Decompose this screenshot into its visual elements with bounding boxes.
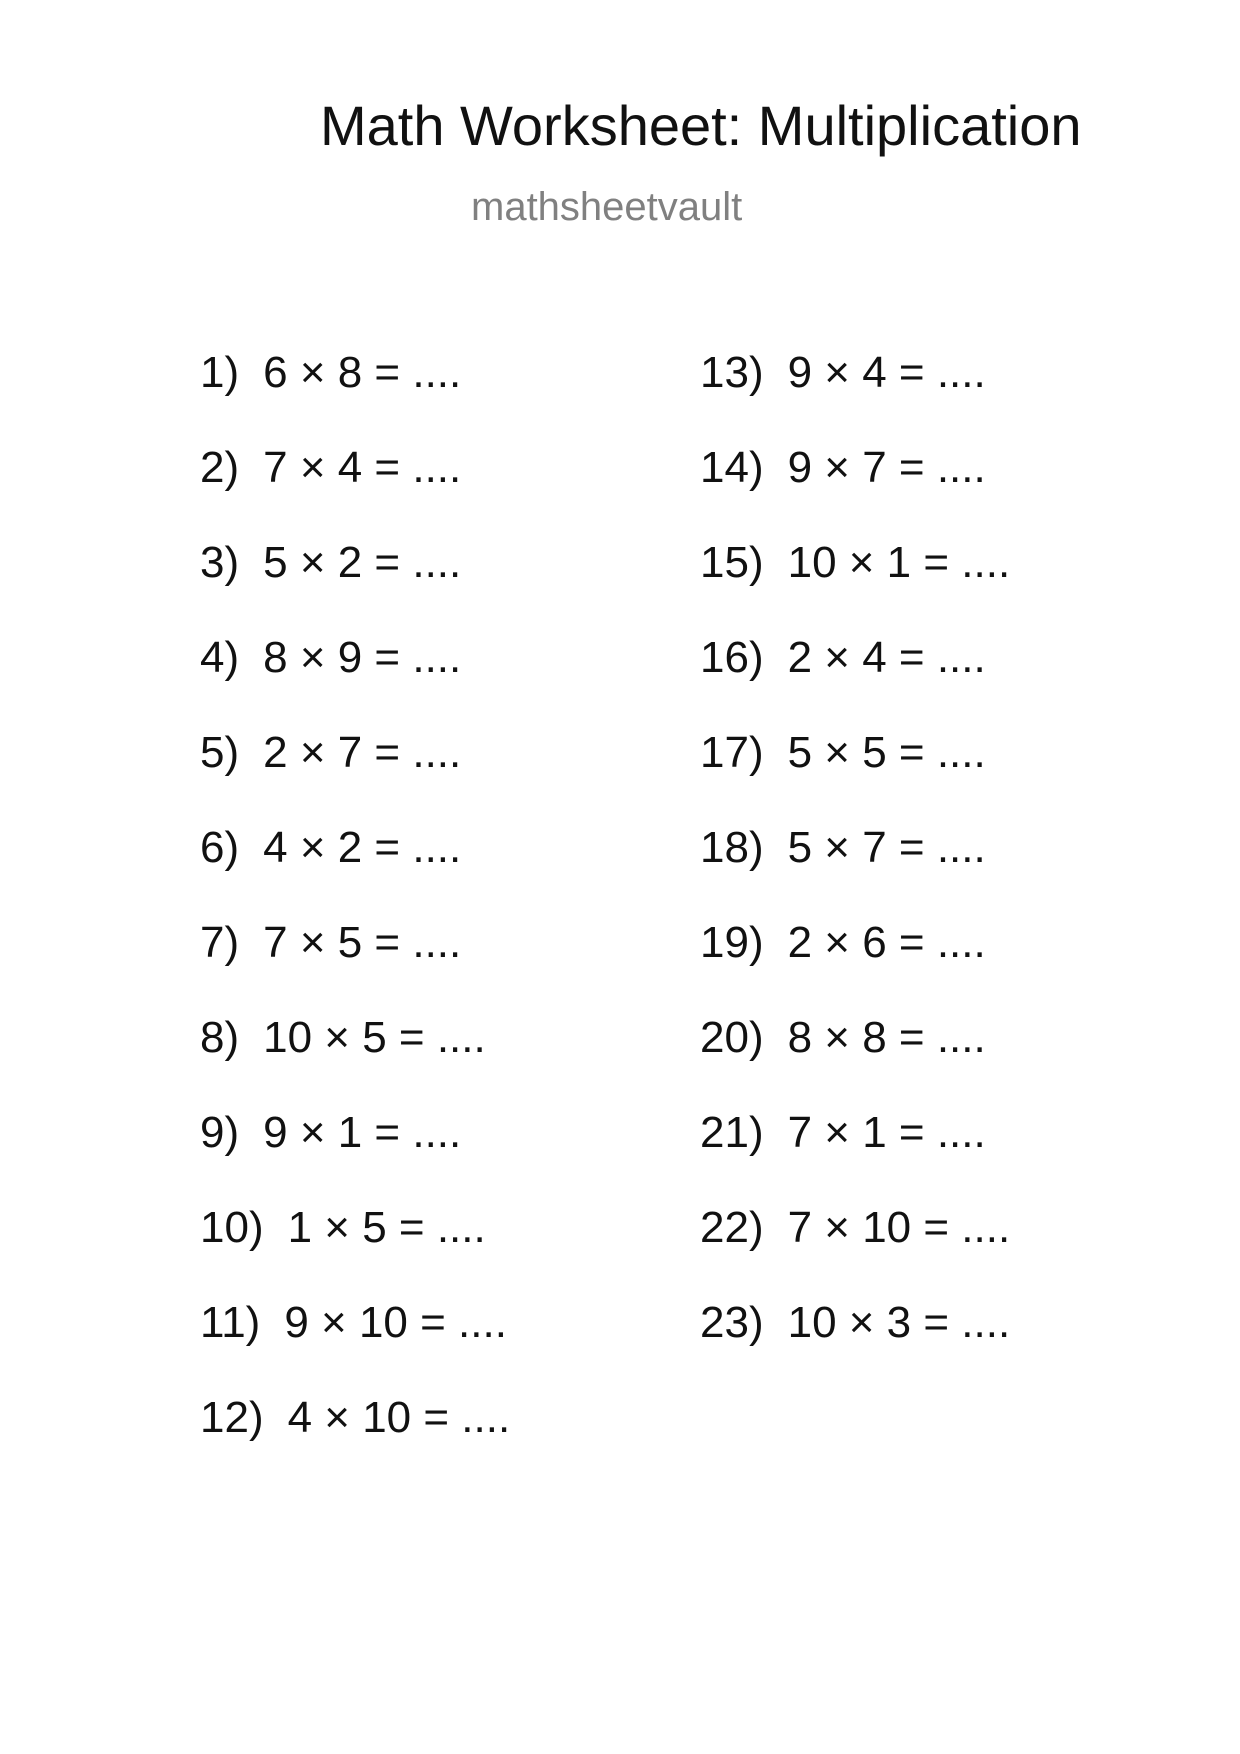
problem-expression: 7 × 10 = .... [787, 1203, 1011, 1252]
problem-expression: 2 × 7 = .... [263, 728, 462, 777]
problem-expression: 1 × 5 = .... [287, 1203, 486, 1252]
problem-expression: 9 × 4 = .... [787, 348, 986, 397]
problem-number: 13) [700, 348, 764, 397]
problem-number: 15) [700, 538, 764, 587]
problem-number: 19) [700, 918, 764, 967]
problem-column-left [200, 348, 511, 1491]
problem-item [200, 728, 510, 826]
problem-expression: 7 × 5 = .... [263, 918, 462, 967]
problem-number: 22) [700, 1203, 764, 1252]
problem-expression: 9 × 10 = .... [284, 1298, 507, 1347]
problem-number: 6) [200, 823, 240, 872]
problem-expression: 10 × 3 = .... [787, 1298, 1011, 1347]
problem-number: 1) [200, 348, 240, 397]
site-watermark: mathsheetvault [471, 185, 743, 229]
problem-item [200, 1393, 511, 1491]
problem-expression: 9 × 1 = .... [263, 1108, 462, 1157]
problem-number: 11) [200, 1298, 261, 1347]
problem-expression: 7 × 1 = .... [787, 1108, 986, 1157]
problem-item [700, 918, 1010, 1016]
problem-item [700, 443, 1010, 541]
problem-item [700, 728, 1010, 826]
problem-item [200, 1298, 510, 1396]
problem-expression: 10 × 5 = .... [263, 1013, 486, 1062]
problem-number: 7) [200, 918, 240, 967]
problem-item [200, 823, 510, 921]
problem-number: 20) [700, 1013, 764, 1062]
problem-item [200, 918, 510, 1016]
problem-item [200, 348, 510, 446]
problem-number: 4) [200, 633, 240, 682]
problem-item [700, 538, 1011, 636]
problem-column-right [700, 348, 1011, 1396]
problem-number: 17) [700, 728, 764, 777]
problem-item [200, 1203, 510, 1301]
problem-number: 5) [200, 728, 240, 777]
problem-expression: 2 × 4 = .... [787, 633, 986, 682]
problem-expression: 4 × 10 = .... [287, 1393, 511, 1442]
problem-item [700, 348, 1010, 446]
problem-number: 12) [200, 1393, 264, 1442]
problem-number: 10) [200, 1203, 264, 1252]
problem-item [200, 1108, 510, 1206]
problem-expression: 5 × 2 = .... [263, 538, 462, 587]
problem-expression: 2 × 6 = .... [787, 918, 986, 967]
problem-number: 8) [200, 1013, 240, 1062]
problem-number: 9) [200, 1108, 240, 1157]
problem-item [700, 1203, 1011, 1301]
problem-number: 14) [700, 443, 764, 492]
problem-number: 23) [700, 1298, 764, 1347]
problem-expression: 5 × 5 = .... [787, 728, 986, 777]
problem-item [200, 633, 510, 731]
problem-item [700, 1108, 1010, 1206]
problem-expression: 7 × 4 = .... [263, 443, 462, 492]
problem-expression: 4 × 2 = .... [263, 823, 462, 872]
page-title: Math Worksheet: Multiplication [320, 94, 1082, 157]
problem-item [700, 1013, 1010, 1111]
problem-item [200, 538, 510, 636]
problem-item [200, 1013, 510, 1111]
problem-number: 18) [700, 823, 764, 872]
problem-expression: 8 × 8 = .... [787, 1013, 986, 1062]
problem-expression: 9 × 7 = .... [787, 443, 986, 492]
problem-item [200, 443, 510, 541]
problem-expression: 5 × 7 = .... [787, 823, 986, 872]
problem-item [700, 633, 1010, 731]
problem-expression: 8 × 9 = .... [263, 633, 462, 682]
problem-expression: 10 × 1 = .... [787, 538, 1011, 587]
problem-number: 3) [200, 538, 240, 587]
problem-number: 2) [200, 443, 240, 492]
problem-number: 21) [700, 1108, 764, 1157]
problem-number: 16) [700, 633, 764, 682]
problem-expression: 6 × 8 = .... [263, 348, 462, 397]
problem-item [700, 823, 1010, 921]
problem-item [700, 1298, 1011, 1396]
